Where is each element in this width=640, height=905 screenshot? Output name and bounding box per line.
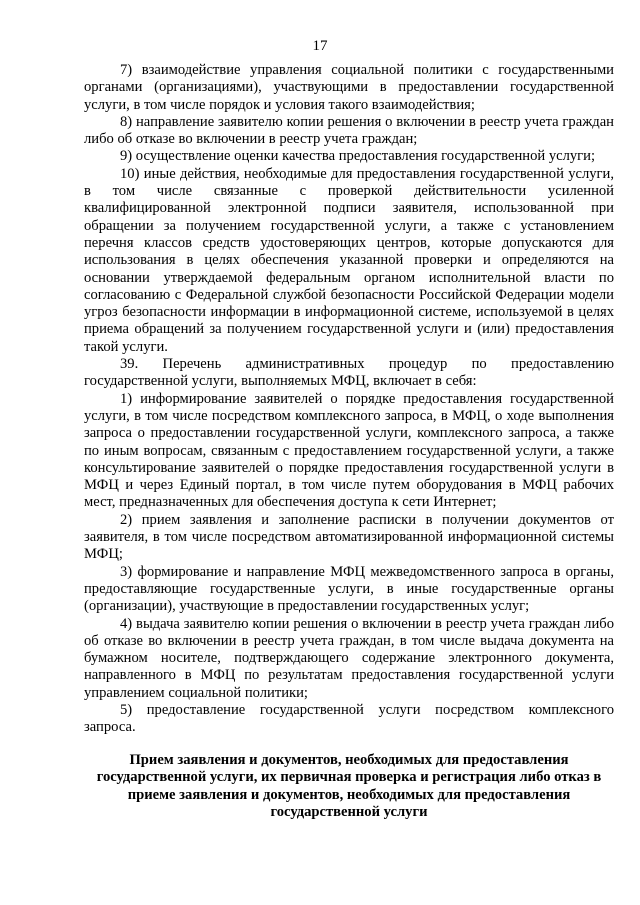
paragraph-mfc-item-1: 1) информирование заявителей о порядке предоставления государственной услуги, в том числе посредством комплексного запроса, в МФЦ, о ходе выполнения запроса о предоставлении государственной услуги, комплексного запроса, а также по иным вопросам, связанным с предоставлением государственной услуги, а также консультирование заявителей о порядке предоставления государственной услуги в МФЦ и через Единый портал, в том числе путем оборудования в МФЦ рабочих мест, предназначенных для обеспечения доступа к сети Интернет;: [84, 390, 614, 511]
paragraph-mfc-item-4: 4) выдача заявителю копии решения о включении в реестр учета граждан либо об отказе во включении в реестр учета граждан, в том числе выдача документа на бумажном носителе, подтверждающего содержание электронного документа, направленного в МФЦ по результатам предоставления государственной услуги управлением социальной политики;: [84, 615, 614, 701]
paragraph-section-39: 39. Перечень административных процедур по предоставлению государственной услуги, выполняемых МФЦ, включает в себя:: [84, 356, 614, 390]
document-body: [84, 62, 614, 737]
paragraph-mfc-item-5: 5) предоставление государственной услуги посредством комплексного запроса.: [84, 701, 614, 736]
paragraph-item-10: 10) иные действия, необходимые для предоставления государственной услуги, в том числе связанные с проверкой действительности усиленной квалифицированной электронной подписи заявителя, использованной при обращении за получением государственной услуги, а также с установлением перечня классов средств удостоверяющих центров, которые допускаются для использования в целях обеспечения указанной проверки и определяются на основании утверждаемой федеральным органом исполнительной власти по согласованию с Федеральной службой безопасности Российской Федерации модели угроз безопасности информации в информационной системе, используемой в целях приема обращений за получением государственной услуги и (или) предоставления такой услуги.: [84, 165, 614, 355]
paragraph-item-7: 7) взаимодействие управления социальной политики с государственными органами (организациями), участвующими в предоставлении государственной услуги, в том числе порядок и условия такого взаимодействия;: [84, 62, 614, 113]
page-number: 17: [312, 38, 328, 54]
section-heading: Прием заявления и документов, необходимых для предоставления государственной услуги, их первичная проверка и регистрация либо отказ в приеме заявления и документов, необходимых для предоставления государственной услуги: [96, 752, 602, 820]
paragraph-mfc-item-2: 2) прием заявления и заполнение расписки в получении документов от заявителя, в том числе посредством автоматизированной информационной системы МФЦ;: [84, 511, 614, 563]
paragraph-mfc-item-3: 3) формирование и направление МФЦ межведомственного запроса в органы, предоставляющие государственные услуги, в иные государственные органы (организации), участвующие в предоставлении государственных услуг;: [84, 563, 614, 615]
paragraph-item-8: 8) направление заявителю копии решения о включении в реестр учета граждан либо об отказе во включении в реестр учета граждан;: [84, 113, 614, 148]
paragraph-item-9: 9) осуществление оценки качества предоставления государственной услуги;: [120, 148, 596, 165]
